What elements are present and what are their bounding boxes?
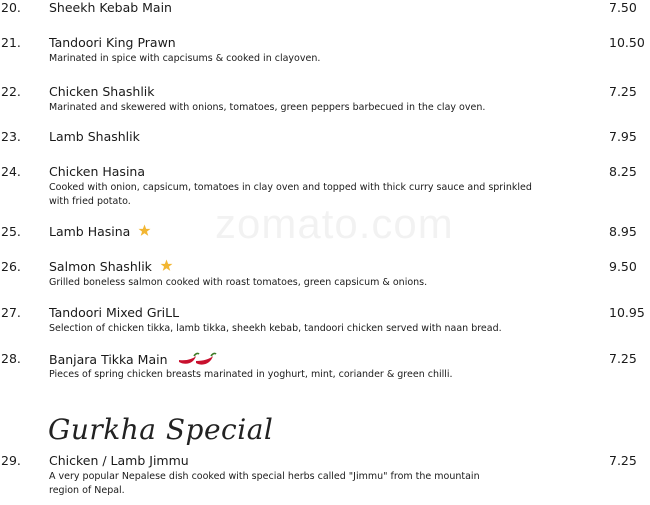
item-price: 7.95 <box>609 129 637 144</box>
item-name: Tandoori King Prawn <box>49 35 176 50</box>
item-description: Grilled boneless salmon cooked with roast tomatoes, green capsicum & onions. <box>49 277 428 288</box>
item-number: 26. <box>1 259 21 274</box>
item-number: 29. <box>1 453 21 468</box>
item-name-text: Banjara Tikka Main <box>49 352 168 367</box>
item-price: 7.50 <box>609 0 637 15</box>
item-name: Chicken Shashlik <box>49 84 155 99</box>
item-number: 28. <box>1 351 21 366</box>
item-number: 24. <box>1 164 21 179</box>
item-price: 8.95 <box>609 224 637 239</box>
item-number: 20. <box>1 0 21 15</box>
item-price: 10.95 <box>609 305 645 320</box>
item-price: 7.25 <box>609 351 637 366</box>
item-number: 23. <box>1 129 21 144</box>
item-description: Pieces of spring chicken breasts marinated in yoghurt, mint, coriander & green chilli. <box>49 369 453 380</box>
item-name <box>49 259 173 275</box>
item-name-text: Salmon Shashlik <box>49 259 152 274</box>
zomato-watermark: zomato.com <box>215 200 454 247</box>
item-name: Lamb Shashlik <box>49 129 140 144</box>
item-description: Marinated and skewered with onions, tomatoes, green peppers barbecued in the clay oven. <box>49 102 486 113</box>
section-title: Gurkha Special <box>48 413 274 446</box>
item-price: 7.25 <box>609 453 637 468</box>
item-price: 10.50 <box>609 35 645 50</box>
item-name: Sheekh Kebab Main <box>49 0 172 15</box>
item-number: 27. <box>1 305 21 320</box>
item-description: A very popular Nepalese dish cooked with special herbs called "Jimmu" from the mountain region of Nepal. <box>49 471 480 496</box>
item-description: Cooked with onion, capsicum, tomatoes in clay oven and topped with thick curry sauce and sprinkled with fried potato. <box>49 182 532 207</box>
item-number: 21. <box>1 35 21 50</box>
item-name: Chicken Hasina <box>49 164 146 179</box>
item-price: 9.50 <box>609 259 637 274</box>
item-number: 25. <box>1 224 21 239</box>
item-description: Marinated in spice with capcisums & cooked in clayoven. <box>49 53 321 64</box>
item-name: Tandoori Mixed GriLL <box>49 305 180 320</box>
item-number: 22. <box>1 84 21 99</box>
item-name <box>49 224 151 240</box>
star-icon <box>138 224 151 240</box>
item-name-text: Lamb Hasina <box>49 224 131 239</box>
item-description: Selection of chicken tikka, lamb tikka, sheekh kebab, tandoori chicken served with naan bread. <box>49 323 502 334</box>
item-price: 7.25 <box>609 84 637 99</box>
item-price: 8.25 <box>609 164 637 179</box>
item-name: Chicken / Lamb Jimmu <box>49 453 189 468</box>
star-icon <box>160 259 173 275</box>
